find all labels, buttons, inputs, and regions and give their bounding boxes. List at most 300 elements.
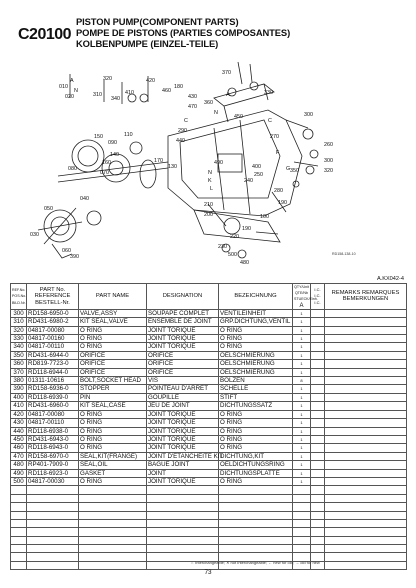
- cell-bez: OELSCHMIERUNG: [219, 360, 293, 368]
- cell-part: RD431-6960-0: [27, 402, 79, 410]
- cell-empty: [325, 519, 407, 527]
- cell-name: O RING: [79, 343, 147, 351]
- table-row: [11, 410, 407, 418]
- cell-name: O RING: [79, 410, 147, 418]
- cell-empty: [293, 486, 311, 494]
- cell-empty: [11, 511, 27, 519]
- cell-ref: 500: [11, 477, 27, 485]
- cell-remarks: [325, 427, 407, 435]
- cell-ic: [311, 385, 325, 393]
- cell-bez: O RING: [219, 410, 293, 418]
- cell-qty: 1: [293, 351, 311, 359]
- callout-label: 190: [242, 226, 251, 232]
- cell-empty: [147, 494, 219, 502]
- cell-name: STOPPER: [79, 385, 147, 393]
- callout-label: 230: [218, 244, 227, 250]
- blank-row: [11, 528, 407, 536]
- cell-empty: [311, 545, 325, 553]
- cell-part: RD118-6939-0: [27, 393, 79, 401]
- callout-label: 170: [154, 158, 163, 164]
- cell-empty: [147, 503, 219, 511]
- cell-part: 04817-00030: [27, 477, 79, 485]
- cell-ic: [311, 402, 325, 410]
- cell-empty: [27, 511, 79, 519]
- cell-ic: [311, 393, 325, 401]
- cell-ic: [311, 427, 325, 435]
- cell-bez: DICHTUNG,KIT: [219, 452, 293, 460]
- cell-part: RD158-6970-0: [27, 452, 79, 460]
- cell-remarks: [325, 335, 407, 343]
- cell-ref: 380: [11, 377, 27, 385]
- table-row: [11, 326, 407, 334]
- parts-table: [10, 283, 407, 570]
- cell-designation: VIS: [147, 377, 219, 385]
- title-english: PISTON PUMP(COMPONENT PARTS): [76, 16, 239, 27]
- cell-empty: [293, 528, 311, 536]
- cell-empty: [11, 536, 27, 544]
- cell-empty: [79, 528, 147, 536]
- legend-new-icon: ←: [268, 560, 273, 565]
- cell-name: KIT SEAL,CASE: [79, 402, 147, 410]
- cell-designation: ENSEMBLE DE JOINT: [147, 318, 219, 326]
- legend-old-for-new: old for new: [300, 560, 320, 565]
- cell-ref: 310: [11, 318, 27, 326]
- legend-old-icon: →: [295, 560, 300, 565]
- callout-label: 140: [110, 152, 119, 158]
- cell-empty: [311, 503, 325, 511]
- cell-empty: [325, 511, 407, 519]
- cell-bez: O RING: [219, 326, 293, 334]
- cell-empty: [147, 511, 219, 519]
- cell-ic: [311, 444, 325, 452]
- cell-ref: 330: [11, 335, 27, 343]
- cell-bez: O RING: [219, 335, 293, 343]
- cell-qty: 1: [293, 452, 311, 460]
- cell-part: RD431-6943-0: [27, 435, 79, 443]
- cell-empty: [219, 536, 293, 544]
- cell-remarks: [325, 368, 407, 376]
- cell-qty: 1: [293, 402, 311, 410]
- cell-ic: [311, 477, 325, 485]
- table-row: [11, 351, 407, 359]
- cell-empty: [325, 503, 407, 511]
- blank-row: [11, 545, 407, 553]
- cell-empty: [293, 503, 311, 511]
- cell-qty: 1: [293, 385, 311, 393]
- cell-designation: SOUPAPE COMPLET: [147, 309, 219, 317]
- cell-name: SEAL,KIT(FRANGE): [79, 452, 147, 460]
- callout-label: 240: [244, 178, 253, 184]
- col-ic: I.C. I.C. I.C.: [311, 284, 325, 310]
- cell-designation: JOINT TORIQUE: [147, 419, 219, 427]
- cell-name: VALVE,ASSY: [79, 309, 147, 317]
- cell-designation: JOINT TORIQUE: [147, 343, 219, 351]
- callout-label: 310: [93, 92, 102, 98]
- cell-empty: [79, 511, 147, 519]
- cell-empty: [325, 545, 407, 553]
- table-row: [11, 393, 407, 401]
- cell-part: RD431-6980-2: [27, 318, 79, 326]
- cell-empty: [27, 545, 79, 553]
- cell-designation: ORIFICE: [147, 368, 219, 376]
- callout-label: 360: [204, 100, 213, 106]
- section-code: C20100: [18, 26, 72, 43]
- cell-qty: 1: [293, 368, 311, 376]
- table-row: [11, 368, 407, 376]
- cell-ic: [311, 335, 325, 343]
- cell-part: RD158-6936-0: [27, 385, 79, 393]
- legend: [190, 560, 320, 565]
- cell-part: RP401-7909-0: [27, 461, 79, 469]
- cell-bez: OELSCHMIERUNG: [219, 368, 293, 376]
- cell-qty: 1: [293, 469, 311, 477]
- title-french: POMPE DE PISTONS (PARTIES COMPOSANTES): [76, 27, 291, 39]
- cell-empty: [11, 553, 27, 561]
- callout-letter: A: [226, 92, 230, 98]
- callout-label: 460: [162, 88, 171, 94]
- cell-empty: [219, 528, 293, 536]
- cell-empty: [27, 494, 79, 502]
- col-remarks: REMARKS REMARQUES BEMERKUNGEN: [325, 284, 407, 310]
- cell-remarks: [325, 360, 407, 368]
- cell-remarks: [325, 435, 407, 443]
- cell-bez: SCHELLE: [219, 385, 293, 393]
- cell-designation: JOINT TORIQUE: [147, 435, 219, 443]
- cell-ref: 450: [11, 435, 27, 443]
- cell-empty: [311, 494, 325, 502]
- cell-empty: [293, 545, 311, 553]
- cell-name: BOLT,SOCKET HEAD: [79, 377, 147, 385]
- cell-part: 04817-00110: [27, 343, 79, 351]
- cell-empty: [147, 528, 219, 536]
- callout-letter: G: [286, 166, 291, 172]
- cell-ref: 400: [11, 393, 27, 401]
- table-row: [11, 469, 407, 477]
- cell-ic: [311, 343, 325, 351]
- legend-interchangeable-icon: ⇔: [190, 560, 194, 565]
- callout-letter: K: [208, 178, 212, 184]
- cell-part: 04817-00160: [27, 335, 79, 343]
- cell-empty: [293, 519, 311, 527]
- cell-bez: O RING: [219, 343, 293, 351]
- qty-header: QTY/Unit QTE/Nb STUECK/Einh.: [294, 285, 318, 302]
- cell-bez: O RING: [219, 435, 293, 443]
- cell-empty: [311, 486, 325, 494]
- cell-designation: JOINT TORIQUE: [147, 410, 219, 418]
- catalog-reference: A.KX042-4: [376, 276, 404, 282]
- callout-label: 270: [270, 134, 279, 140]
- callout-label: 030: [30, 232, 39, 238]
- callout-label: 300: [304, 112, 313, 118]
- cell-qty: 1: [293, 461, 311, 469]
- cell-empty: [311, 536, 325, 544]
- cell-empty: [11, 545, 27, 553]
- cell-name: O RING: [79, 444, 147, 452]
- cell-designation: JOINT TORIQUE: [147, 326, 219, 334]
- cell-name: SEAL,OIL: [79, 461, 147, 469]
- cell-empty: [27, 519, 79, 527]
- cell-qty: 1: [293, 326, 311, 334]
- blank-row: [11, 494, 407, 502]
- cell-name: ORIFICE: [79, 360, 147, 368]
- callout-label: 210: [204, 202, 213, 208]
- cell-designation: POINTEAU D'ARRET: [147, 385, 219, 393]
- table-row: [11, 377, 407, 385]
- cell-designation: JOINT TORIQUE: [147, 444, 219, 452]
- cell-designation: ORIFICE: [147, 360, 219, 368]
- cell-name: PIN: [79, 393, 147, 401]
- cell-empty: [11, 486, 27, 494]
- cell-bez: O RING: [219, 444, 293, 452]
- callout-label: 350: [290, 168, 299, 174]
- table-row: [11, 452, 407, 460]
- cell-ic: [311, 419, 325, 427]
- cell-empty: [11, 494, 27, 502]
- cell-empty: [325, 486, 407, 494]
- cell-empty: [325, 536, 407, 544]
- legend-not-interchangeable: not Interchangeable;: [230, 560, 268, 565]
- callout-label: 070: [100, 170, 109, 176]
- cell-bez: STIFT: [219, 393, 293, 401]
- cell-name: O RING: [79, 427, 147, 435]
- cell-remarks: [325, 351, 407, 359]
- cell-name: O RING: [79, 326, 147, 334]
- cell-empty: [147, 545, 219, 553]
- table-header-row: [11, 284, 407, 310]
- cell-part: RD118-6923-0: [27, 469, 79, 477]
- cell-designation: ORIFICE: [147, 351, 219, 359]
- cell-bez: BOLZEN: [219, 377, 293, 385]
- cell-empty: [293, 494, 311, 502]
- table-row: [11, 444, 407, 452]
- callout-label: 480: [240, 260, 249, 266]
- callout-label: 040: [80, 196, 89, 202]
- cell-ic: [311, 377, 325, 385]
- cell-ic: [311, 360, 325, 368]
- cell-qty: 1: [293, 393, 311, 401]
- table-row: [11, 335, 407, 343]
- callout-label: 420: [146, 78, 155, 84]
- cell-qty: 1: [293, 427, 311, 435]
- callout-letter: C: [268, 118, 272, 124]
- cell-empty: [27, 503, 79, 511]
- callout-letter: N: [208, 170, 212, 176]
- cell-name: ORIFICE: [79, 351, 147, 359]
- callout-label: 280: [274, 188, 283, 194]
- legend-not-icon: ✕: [226, 560, 230, 565]
- callout-label: 150: [94, 134, 103, 140]
- cell-designation: JOINT TORIQUE: [147, 427, 219, 435]
- exploded-view-diagram: [18, 58, 402, 268]
- callout-label: 330: [264, 90, 273, 96]
- cell-name: O RING: [79, 477, 147, 485]
- cell-empty: [79, 494, 147, 502]
- cell-empty: [79, 536, 147, 544]
- cell-ref: 340: [11, 343, 27, 351]
- col-designation: DESIGNATION: [147, 284, 219, 310]
- cell-part: RD158-6950-0: [27, 309, 79, 317]
- cell-empty: [79, 553, 147, 561]
- table-row: [11, 402, 407, 410]
- page-header: [10, 14, 406, 60]
- cell-empty: [219, 511, 293, 519]
- blank-row: [11, 503, 407, 511]
- blank-row: [11, 486, 407, 494]
- cell-remarks: [325, 461, 407, 469]
- cell-remarks: [325, 444, 407, 452]
- cell-empty: [79, 519, 147, 527]
- table-row: [11, 343, 407, 351]
- cell-remarks: [325, 326, 407, 334]
- callout-label: 250: [254, 172, 263, 178]
- cell-ic: [311, 368, 325, 376]
- cell-name: KIT SEAL,VALVE: [79, 318, 147, 326]
- page-number: 73: [204, 569, 212, 576]
- cell-name: ORIFICE: [79, 368, 147, 376]
- callout-label: 390: [70, 254, 79, 260]
- callout-label: 300: [324, 158, 333, 164]
- cell-bez: DICHTUNGSSATZ: [219, 402, 293, 410]
- cell-empty: [11, 519, 27, 527]
- callout-label: 050: [44, 206, 53, 212]
- cell-empty: [27, 528, 79, 536]
- cell-empty: [219, 486, 293, 494]
- col-part-name: PART NAME: [79, 284, 147, 310]
- table-row: [11, 461, 407, 469]
- callout-label: 490: [214, 160, 223, 166]
- cell-ref: 360: [11, 360, 27, 368]
- cell-ref: 420: [11, 410, 27, 418]
- callout-letter: N: [74, 88, 78, 94]
- callout-label: 320: [324, 168, 333, 174]
- callout-label: 010: [59, 84, 68, 90]
- callout-label: 110: [124, 132, 133, 138]
- cell-qty: 1: [293, 419, 311, 427]
- callout-label: 470: [188, 104, 197, 110]
- cell-qty: 1: [293, 435, 311, 443]
- cell-remarks: [325, 393, 407, 401]
- callout-label: 130: [168, 164, 177, 170]
- table-row: [11, 435, 407, 443]
- callout-label: 500: [228, 252, 237, 258]
- cell-bez: O RING: [219, 419, 293, 427]
- cell-empty: [147, 519, 219, 527]
- cell-part: RD118-6944-0: [27, 368, 79, 376]
- cell-empty: [311, 511, 325, 519]
- cell-ref: 430: [11, 419, 27, 427]
- cell-bez: OELSCHMIERUNG: [219, 351, 293, 359]
- cell-bez: O RING: [219, 477, 293, 485]
- table-row: [11, 360, 407, 368]
- cell-ic: [311, 318, 325, 326]
- cell-qty: 1: [293, 318, 311, 326]
- cell-ic: [311, 435, 325, 443]
- cell-empty: [325, 494, 407, 502]
- cell-name: O RING: [79, 335, 147, 343]
- cell-bez: GRP.DICHTUNG,VENTIL: [219, 318, 293, 326]
- cell-part: 04817-00080: [27, 410, 79, 418]
- table-row: [11, 427, 407, 435]
- cell-ref: 390: [11, 385, 27, 393]
- table-row: [11, 419, 407, 427]
- cell-remarks: [325, 477, 407, 485]
- cell-bez: OELDICHTUNGSRING: [219, 461, 293, 469]
- cell-remarks: [325, 309, 407, 317]
- cell-name: GASKET: [79, 469, 147, 477]
- title-german: KOLBENPUMPE (EINZEL-TEILE): [76, 38, 219, 50]
- callout-label: 190: [278, 200, 287, 206]
- table-row: [11, 385, 407, 393]
- cell-bez: O RING: [219, 427, 293, 435]
- cell-qty: 1: [293, 343, 311, 351]
- legend-interchangeable: Interchangeable;: [195, 560, 225, 565]
- callout-label: 430: [188, 94, 197, 100]
- cell-ic: [311, 351, 325, 359]
- cell-remarks: [325, 402, 407, 410]
- callout-label: 400: [252, 164, 261, 170]
- cell-qty: 1: [293, 410, 311, 418]
- callout-letter: N: [214, 110, 218, 116]
- cell-designation: JOINT TORIQUE: [147, 477, 219, 485]
- cell-designation: JOINT D'ETANCHEITE KIT: [148, 452, 224, 460]
- cell-remarks: [325, 377, 407, 385]
- col-ref-no: REF.No. POS.No. BILD.Nr.: [11, 284, 27, 310]
- table-row: [11, 477, 407, 485]
- cell-part: RD118-6938-0: [27, 427, 79, 435]
- callout-label: 090: [108, 140, 117, 146]
- cell-empty: [325, 553, 407, 561]
- cell-ic: [311, 410, 325, 418]
- cell-empty: [79, 486, 147, 494]
- cell-ref: 300: [11, 309, 27, 317]
- cell-designation: JOINT: [147, 469, 219, 477]
- cell-empty: [219, 503, 293, 511]
- cell-empty: [27, 536, 79, 544]
- callout-label: 260: [324, 142, 333, 148]
- qty-col-letter: A: [299, 302, 304, 309]
- callout-letter: C: [184, 118, 188, 124]
- cell-remarks: [325, 410, 407, 418]
- cell-empty: [147, 486, 219, 494]
- section-titles: [76, 16, 290, 50]
- callout-label: 440: [176, 138, 185, 144]
- cell-empty: [27, 486, 79, 494]
- cell-empty: [79, 503, 147, 511]
- callout-label: 080: [68, 166, 77, 172]
- cell-part: 01311-10616: [27, 377, 79, 385]
- cell-remarks: [325, 452, 407, 460]
- blank-row: [11, 511, 407, 519]
- cell-bez: VENTILEINHEIT: [219, 309, 293, 317]
- cell-ref: 460: [11, 444, 27, 452]
- cell-empty: [27, 553, 79, 561]
- callout-label: 410: [125, 90, 134, 96]
- table-row: [11, 318, 407, 326]
- callout-letter: F: [276, 150, 280, 156]
- cell-remarks: [325, 469, 407, 477]
- cell-empty: [79, 545, 147, 553]
- cell-empty: [219, 519, 293, 527]
- cell-ic: [311, 309, 325, 317]
- cell-ref: 320: [11, 326, 27, 334]
- callout-label: 060: [62, 248, 71, 254]
- cell-qty: 1: [293, 360, 311, 368]
- cell-empty: [311, 528, 325, 536]
- callout-label: 290: [178, 128, 187, 134]
- callout-letter: L: [210, 186, 213, 192]
- callout-label: 100: [260, 214, 269, 220]
- callout-label: 180: [174, 84, 183, 90]
